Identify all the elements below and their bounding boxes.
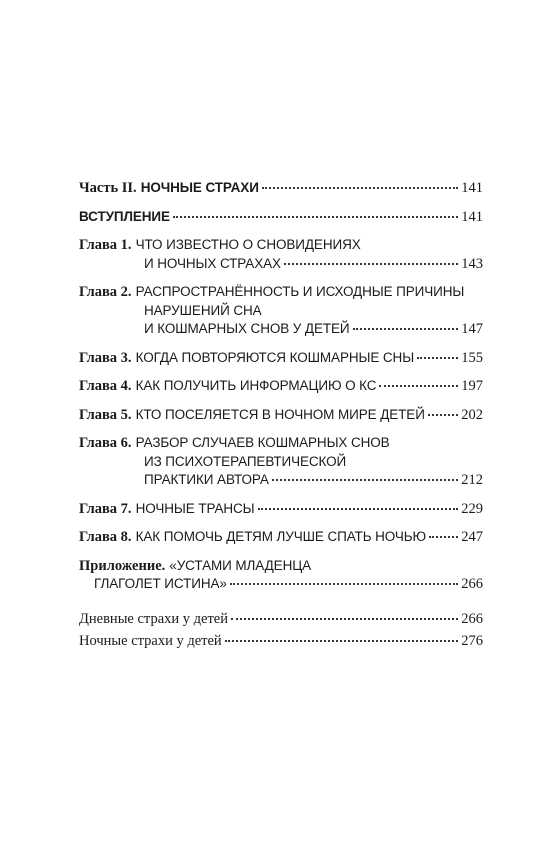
toc-entry-title: ЧТО ИЗВЕСТНО О СНОВИДЕНИЯХ — [135, 237, 361, 252]
toc-page-number: 266 — [461, 576, 483, 592]
dot-leader — [417, 357, 458, 359]
dot-leader — [225, 640, 459, 642]
dot-leader — [428, 414, 458, 416]
dot-leader — [429, 536, 458, 538]
toc-entry-label: Часть II. — [79, 180, 137, 196]
toc-page-number: 147 — [461, 321, 483, 337]
toc-entry-title: «УСТАМИ МЛАДЕНЦА — [169, 557, 312, 573]
toc-entry-title: НОЧНЫЕ СТРАХИ — [140, 180, 259, 195]
toc-entry-title: ВСТУПЛЕНИЕ — [79, 208, 170, 224]
toc-page-number: 141 — [461, 208, 483, 225]
toc-page-number: 155 — [461, 349, 483, 366]
toc-entry-label: Глава 3. — [79, 349, 132, 366]
toc-entry-label: Глава 5. — [79, 406, 132, 423]
dot-leader — [272, 479, 458, 481]
toc-entry-title: Ночные страхи у детей — [79, 633, 222, 649]
toc-entry-chapter[interactable] — [79, 406, 483, 425]
toc-entry-label: Глава 7. — [79, 500, 132, 517]
toc-entry-label: Приложение. — [79, 557, 166, 574]
toc-page-number: 212 — [461, 472, 483, 488]
toc-page-number: 197 — [461, 378, 483, 394]
toc-entry-title: РАСПРОСТРАНЁННОСТЬ И ИСХОДНЫЕ ПРИЧИНЫ — [135, 284, 465, 299]
table-of-contents — [79, 179, 483, 651]
toc-entry-title: КОГДА ПОВТОРЯЮТСЯ КОШМАРНЫЕ СНЫ — [135, 349, 415, 365]
dot-leader — [262, 187, 458, 189]
toc-entry-title: И КОШМАРНЫХ СНОВ У ДЕТЕЙ — [144, 321, 350, 336]
toc-entry-title: ПРАКТИКИ АВТОРА — [144, 472, 269, 487]
dot-leader — [379, 385, 458, 387]
toc-page-number: 143 — [461, 255, 483, 272]
dot-leader — [230, 583, 458, 585]
toc-entry-label: Глава 1. — [79, 237, 132, 253]
toc-entry-chapter[interactable] — [79, 528, 483, 547]
toc-entry-chapter[interactable] — [79, 349, 483, 368]
dot-leader — [173, 216, 458, 218]
toc-entry-title: КАК ПОМОЧЬ ДЕТЯМ ЛУЧШЕ СПАТЬ НОЧЬЮ — [135, 529, 427, 544]
dot-leader — [258, 508, 459, 510]
toc-page-number: 266 — [461, 610, 483, 627]
toc-entry-title: КТО ПОСЕЛЯЕТСЯ В НОЧНОМ МИРЕ ДЕТЕЙ — [135, 406, 425, 422]
toc-page-number: 276 — [461, 633, 483, 649]
toc-entry-appendix[interactable] — [79, 557, 483, 594]
toc-page-number: 229 — [461, 500, 483, 517]
toc-entry-title: КАК ПОЛУЧИТЬ ИНФОРМАЦИЮ О КС — [135, 378, 377, 393]
toc-entry-chapter[interactable] — [79, 377, 483, 396]
toc-page-number: 247 — [461, 529, 483, 545]
toc-entry-title: РАЗБОР СЛУЧАЕВ КОШМАРНЫХ СНОВ — [135, 435, 390, 450]
toc-entry-title: НАРУШЕНИЙ СНА — [144, 302, 262, 318]
dot-leader — [353, 328, 459, 330]
toc-entry-intro[interactable] — [79, 208, 483, 227]
toc-entry-extra[interactable] — [79, 632, 483, 651]
toc-entry-title: И НОЧНЫХ СТРАХАХ — [144, 255, 281, 271]
dot-leader — [231, 618, 458, 620]
toc-page-number: 202 — [461, 406, 483, 423]
toc-entry-chapter[interactable] — [79, 236, 483, 273]
toc-entry-chapter[interactable] — [79, 500, 483, 519]
toc-entry-chapter[interactable] — [79, 434, 483, 490]
toc-entry-title: ИЗ ПСИХОТЕРАПЕВТИЧЕСКОЙ — [144, 453, 347, 469]
toc-page-number: 141 — [461, 180, 483, 196]
toc-entry-extra[interactable] — [79, 610, 483, 629]
toc-entry-title: Дневные страхи у детей — [79, 610, 228, 627]
toc-entry-part-2[interactable] — [79, 179, 483, 198]
toc-entry-label: Глава 4. — [79, 378, 132, 394]
dot-leader — [284, 263, 458, 265]
toc-entry-chapter[interactable] — [79, 283, 483, 339]
toc-entry-title: НОЧНЫЕ ТРАНСЫ — [135, 500, 255, 516]
toc-entry-label: Глава 8. — [79, 529, 132, 545]
toc-entry-label: Глава 2. — [79, 284, 132, 300]
toc-entry-label: Глава 6. — [79, 435, 132, 451]
toc-entry-title: ГЛАГОЛЕТ ИСТИНА» — [94, 576, 227, 591]
